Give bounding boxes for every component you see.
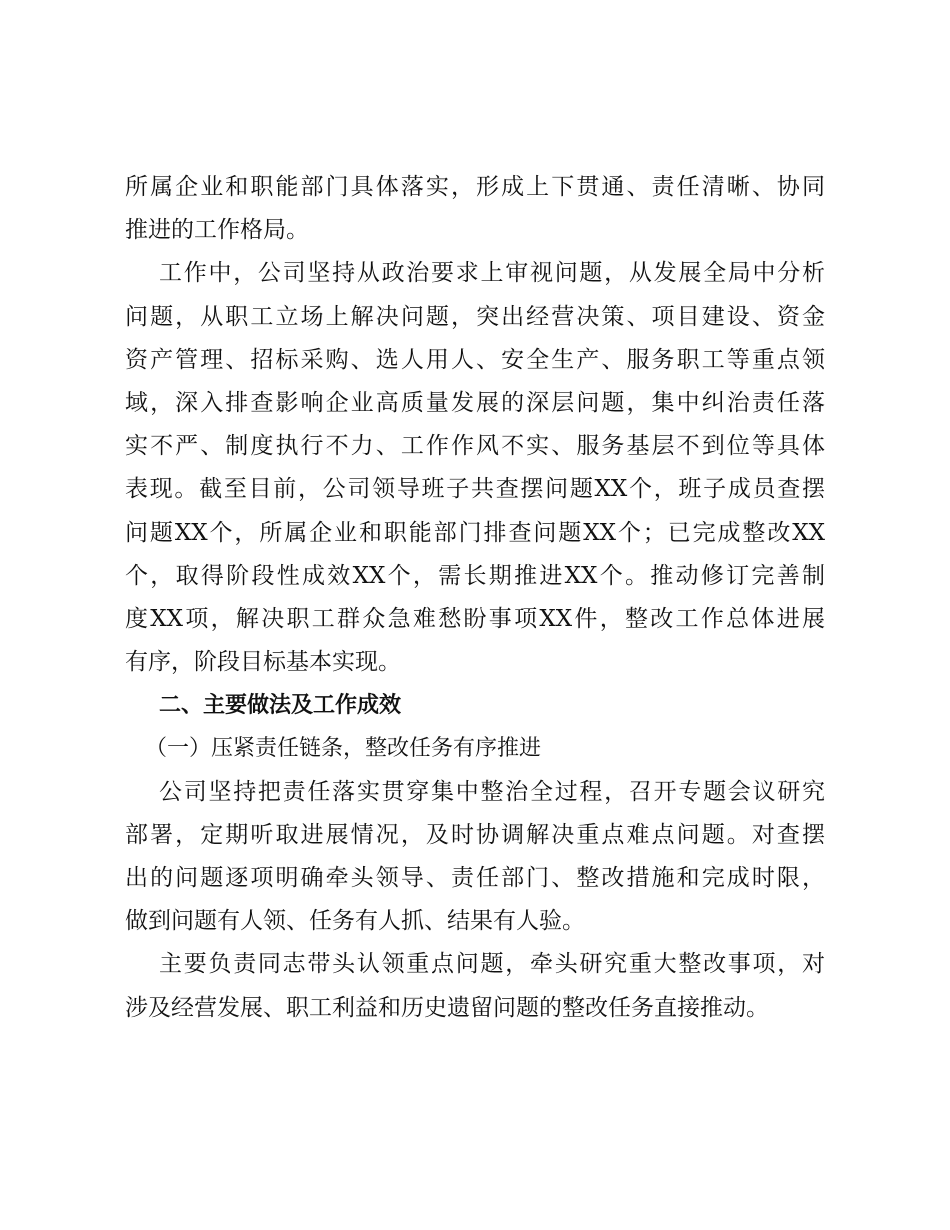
text-line: 主要负责同志带头认领重点问题，牵头研究重大整改事项，对 xyxy=(159,951,825,978)
text-line: 工作中，公司坚持从政治要求上审视问题，从发展全局中分析 xyxy=(159,260,825,287)
text-line: 公司坚持把责任落实贯穿集中整治全过程，召开专题会议研究 xyxy=(159,778,825,805)
text-line: 个，取得阶段性成效XX个，需长期推进XX个。推动修订完善制 xyxy=(125,562,825,589)
text-line: 有序，阶段目标基本实现。 xyxy=(125,649,401,676)
text-line: 出的问题逐项明确牵头领导、责任部门、整改措施和完成时限， xyxy=(125,865,825,891)
text-line: 度XX项，解决职工群众急难愁盼事项XX件，整改工作总体进展 xyxy=(125,605,825,632)
text-line: 所属企业和职能部门具体落实，形成上下贯通、责任清晰、协同 xyxy=(125,174,825,200)
text-line: 涉及经营发展、职工利益和历史遗留问题的整改任务直接推动。 xyxy=(125,994,769,1021)
text-line: 问题，从职工立场上解决问题，突出经营决策、项目建设、资金 xyxy=(125,303,825,330)
text-line: 部署，定期听取进展情况，及时协调解决重点难点问题。对查摆 xyxy=(125,821,825,848)
paragraph-leadership xyxy=(125,943,825,1029)
paragraph-continuation xyxy=(125,166,825,252)
document-page xyxy=(125,166,825,1030)
text-line: 做到问题有人领、任务有人抓、结果有人验。 xyxy=(125,908,585,935)
paragraph-work-overview xyxy=(125,252,825,684)
text-line: 推进的工作格局。 xyxy=(125,217,309,244)
text-line: 实不严、制度执行不力、工作作风不实、服务基层不到位等具体 xyxy=(125,433,825,460)
subsection-heading: （一）压紧责任链条，整改任务有序推进 xyxy=(145,736,542,762)
text-line: 表现。截至目前，公司领导班子共查摆问题XX个，班子成员查摆 xyxy=(125,476,825,503)
text-line: 域，深入排查影响企业高质量发展的深层问题，集中纠治责任落 xyxy=(125,389,825,416)
text-line: 资产管理、招标采购、选人用人、安全生产、服务职工等重点领 xyxy=(125,346,825,373)
text-line: 问题XX个，所属企业和职能部门排查问题XX个；已完成整改XX xyxy=(125,519,825,546)
section-heading: 二、主要做法及工作成效 xyxy=(159,693,402,719)
paragraph-responsibility xyxy=(125,771,825,944)
